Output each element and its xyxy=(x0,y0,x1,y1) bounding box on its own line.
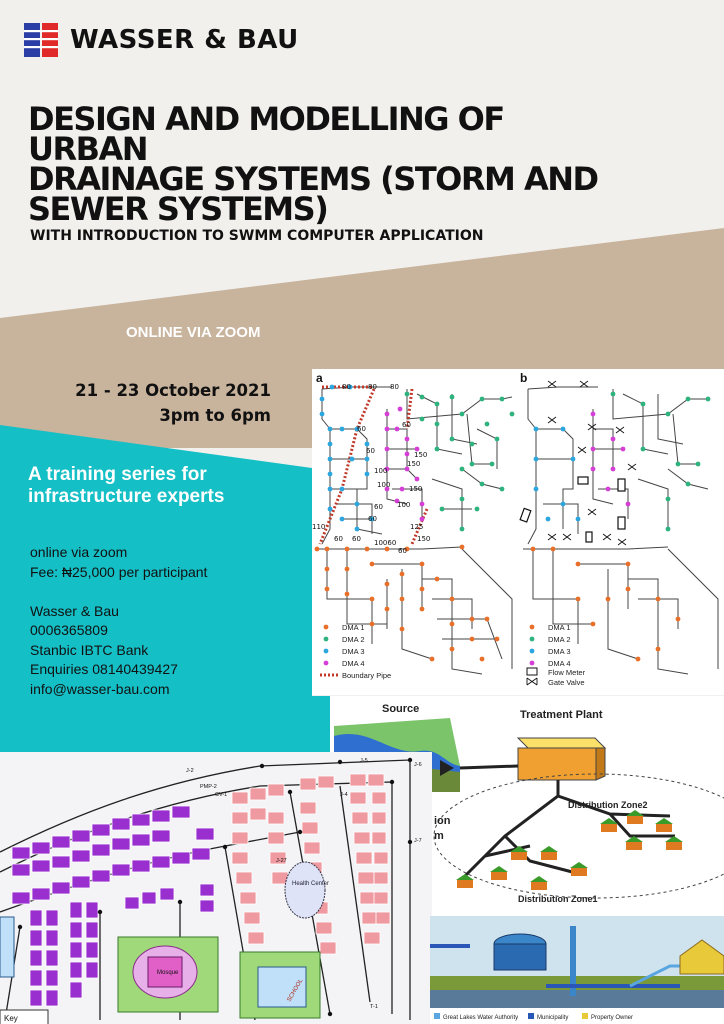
pipe-label: 60 xyxy=(368,515,377,523)
legend-b-item: DMA 4 xyxy=(548,659,571,668)
info-email[interactable]: info@wasser-bau.com xyxy=(30,680,170,697)
pipe-label: 150 xyxy=(414,451,428,459)
info-enquiries: Enquiries 08140439427 xyxy=(30,661,178,677)
zone1-label: Distribution Zone1 xyxy=(518,894,598,904)
pipe-label: 100 xyxy=(397,501,411,509)
delivery-mode: ONLINE VIA ZOOM xyxy=(126,324,261,341)
wb-logo-icon xyxy=(24,23,58,57)
title-line: DRAINAGE SYSTEMS (STORM AND xyxy=(28,160,598,198)
panel-a-label: a xyxy=(316,371,323,385)
page-subtitle: WITH INTRODUCTION TO SWMM COMPUTER APPLICATION xyxy=(30,228,484,244)
service-legend-label: Great Lakes Water Authority xyxy=(443,1015,519,1021)
schedule-dates: 21 - 23 October 2021 xyxy=(75,381,271,400)
legend-a-item: DMA 2 xyxy=(342,635,365,644)
pipe-label: 80 xyxy=(368,383,377,391)
plant-label: Treatment Plant xyxy=(520,709,603,721)
pipe-label: 125 xyxy=(410,523,424,531)
site-label: T-1 xyxy=(370,1004,378,1010)
pipe-label: 150 xyxy=(409,485,423,493)
pipe-label: 60 xyxy=(374,503,383,511)
site-plan-figure xyxy=(0,752,432,1024)
info-spacer xyxy=(30,582,207,602)
info-bank: Stanbic IBTC Bank xyxy=(30,641,149,658)
site-label: CV-1 xyxy=(215,792,228,798)
legend-b-item: DMA 1 xyxy=(548,623,571,632)
dma-network-svg xyxy=(312,369,724,695)
info-fee: Fee: ₦25,000 per participant xyxy=(30,563,208,580)
brand-header xyxy=(24,22,299,58)
legend-a-item: Boundary Pipe xyxy=(342,671,392,680)
service-legend-label: Property Owner xyxy=(591,1015,634,1021)
tagline-line: infrastructure experts xyxy=(28,486,225,507)
pipe-label: 60 xyxy=(398,547,407,555)
legend-a-item: DMA 1 xyxy=(342,623,365,632)
tagline xyxy=(28,464,298,508)
service-line-svg xyxy=(430,916,724,1024)
site-label: J-27 xyxy=(276,858,287,864)
schedule-time: 3pm to 6pm xyxy=(159,406,271,425)
legend-b-item: DMA 2 xyxy=(548,635,571,644)
cut-label: ion xyxy=(434,815,451,827)
pipe-label: 150 xyxy=(417,535,431,543)
site-label: J-7 xyxy=(414,838,422,844)
pipe-label: 60 xyxy=(352,535,361,543)
info-account-number: 0006365809 xyxy=(30,622,108,638)
brand-name: WASSER & BAU xyxy=(70,25,299,55)
legend-a xyxy=(320,623,391,680)
site-label: J-2 xyxy=(186,768,194,774)
treatment-plant-block xyxy=(518,738,605,780)
pipe-label: 100 xyxy=(374,467,388,475)
pipe-label: 110 xyxy=(312,523,326,531)
pipe-label: 100 xyxy=(377,481,391,489)
info-mode: online via zoom xyxy=(30,544,128,560)
zone2-label: Distribution Zone2 xyxy=(568,800,648,810)
panel-b-label: b xyxy=(520,371,528,385)
pipe-label: 150 xyxy=(407,460,421,468)
pipe-label: 10060 xyxy=(374,539,397,547)
source-label: Source xyxy=(382,703,420,715)
schedule xyxy=(0,378,271,428)
cut-label: m xyxy=(434,830,444,842)
pipe-label: 80 xyxy=(390,383,399,391)
map-key-label: Key xyxy=(4,1014,18,1023)
legend-b-item: Flow Meter xyxy=(548,668,586,677)
pipe-label: 80 xyxy=(342,383,351,391)
site-label: Mosque xyxy=(157,970,179,976)
site-label: J-6 xyxy=(414,762,422,768)
title-line: DESIGN AND MODELLING OF URBAN xyxy=(28,100,504,168)
legend-b xyxy=(527,623,586,687)
legend-b-item: Gate Valve xyxy=(548,678,585,687)
site-label: Health Center xyxy=(292,881,330,887)
service-line-figure xyxy=(430,916,724,1024)
contact-info xyxy=(30,543,207,699)
title-line: SEWER SYSTEMS) xyxy=(28,190,328,228)
panel-b-network xyxy=(520,381,718,687)
legend-b-item: DMA 3 xyxy=(548,647,571,656)
site-label: J-4 xyxy=(340,792,348,798)
site-label: PMP-2 xyxy=(200,784,217,790)
site-plan-svg xyxy=(0,752,432,1024)
pipe-label: 60 xyxy=(366,447,375,455)
service-legend-label: Municipality xyxy=(537,1015,569,1021)
pipe-label: 60 xyxy=(402,421,411,429)
distribution-mains xyxy=(460,780,675,881)
info-company: Wasser & Bau xyxy=(30,602,119,619)
tagline-line: A training series for xyxy=(28,464,207,485)
pipe-label: 60 xyxy=(357,425,366,433)
page-title xyxy=(28,100,628,228)
site-label: J-5 xyxy=(360,758,368,764)
legend-a-item: DMA 4 xyxy=(342,659,365,668)
dma-network-figure xyxy=(312,369,724,695)
site-label: SCHOOL xyxy=(286,978,305,1003)
legend-a-item: DMA 3 xyxy=(342,647,365,656)
pipe-label: 60 xyxy=(334,535,343,543)
